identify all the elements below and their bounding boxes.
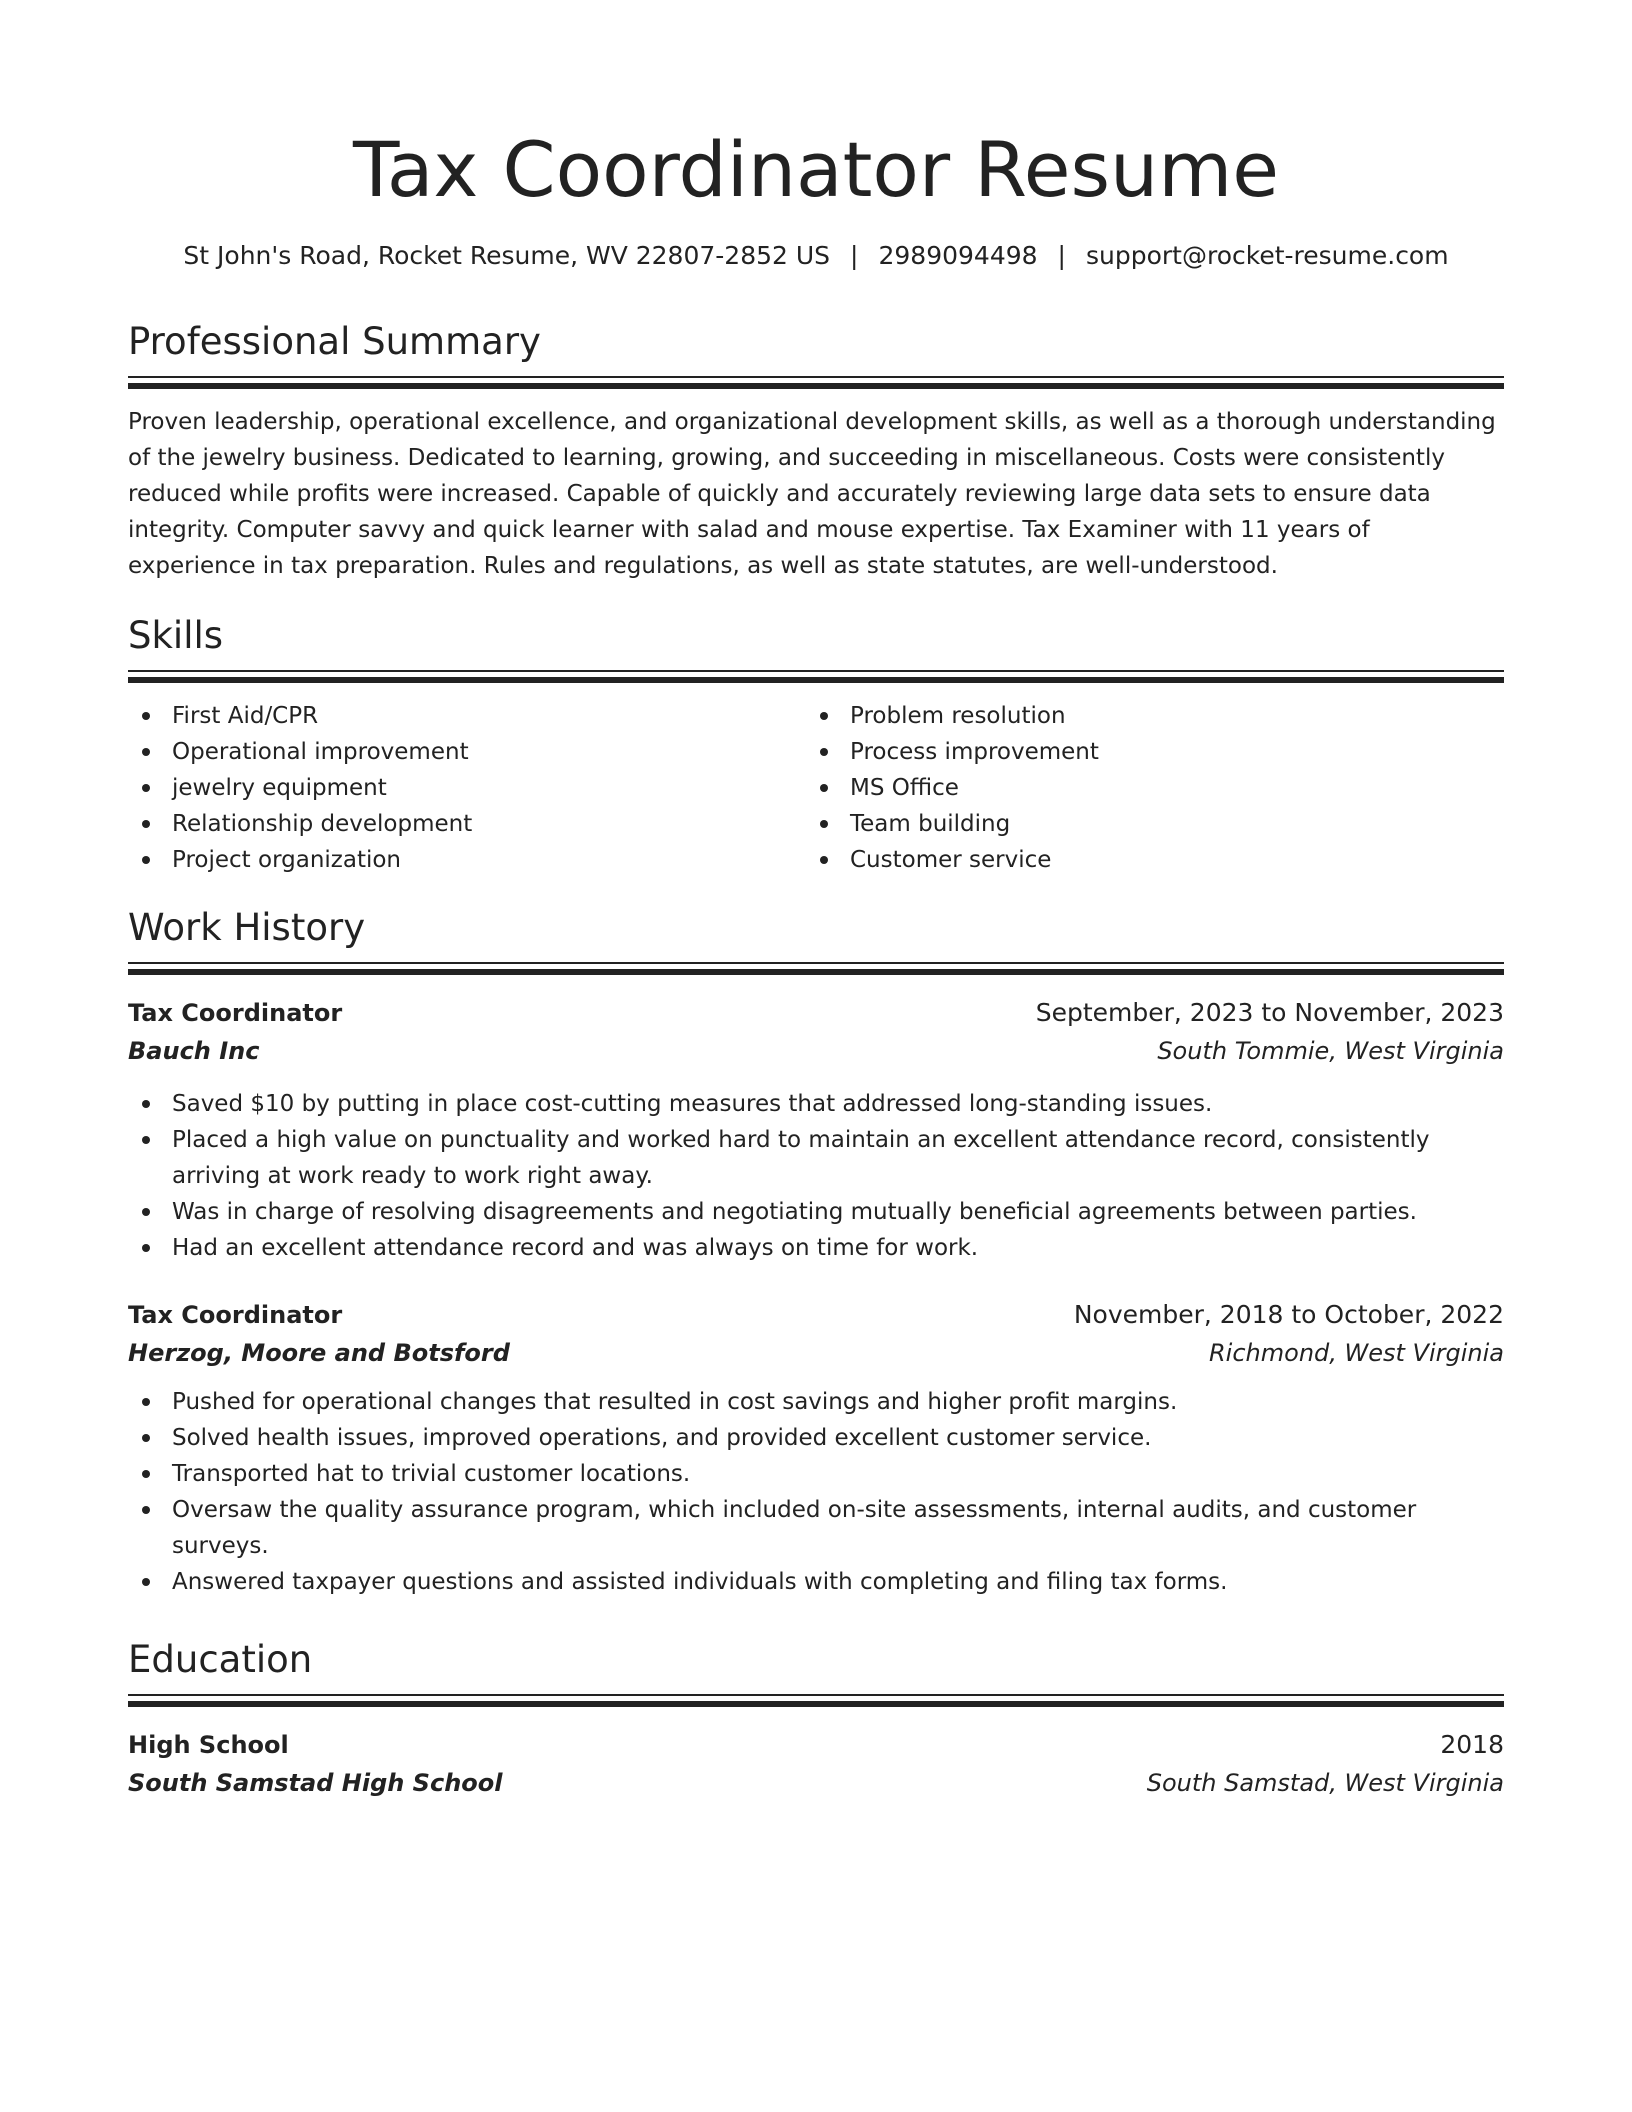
job-entry: [128, 1296, 1504, 1600]
job-location: South Tommie, West Virginia: [1157, 1037, 1504, 1065]
education-degree: High School: [128, 1731, 289, 1759]
education-school: South Samstad High School: [128, 1769, 503, 1797]
skills-heading: Skills: [128, 614, 224, 657]
job-bullets: [128, 1086, 1504, 1266]
skill-item: Project organization: [128, 842, 806, 878]
job-dates: September, 2023 to November, 2023: [1035, 998, 1504, 1027]
job-bullet: Solved health issues, improved operations, and provided excellent customer service.: [128, 1420, 1504, 1456]
summary-section: [128, 318, 1504, 584]
section-divider: [128, 1694, 1504, 1708]
job-entry: [128, 994, 1504, 1266]
job-bullet: Pushed for operational changes that resulted in cost savings and higher profit margins.: [128, 1384, 1504, 1420]
job-bullet: Placed a high value on punctuality and worked hard to maintain an excellent attendance record, consistently arriving at work ready to work right away.: [128, 1122, 1504, 1194]
contact-line: [128, 238, 1504, 274]
summary-text: Proven leadership, operational excellence, and organizational development skills, as well as a thorough understanding of the jewelry business. Dedicated to learning, growing, and succeeding in miscellaneous. Costs were consistently reduced while profits were increased. Capable of quickly and accurately reviewing large data sets to ensure data integrity. Computer savvy and quick learner with salad and mouse expertise. Tax Examiner with 11 years of experience in tax preparation. Rules and regulations, as well as state statutes, are well-understood.: [128, 409, 1496, 579]
skills-list: [128, 698, 1504, 878]
contact-separator: |: [850, 241, 859, 270]
contact-email: support@rocket-resume.com: [1085, 241, 1449, 270]
skill-item: Process improvement: [806, 734, 1504, 770]
work-section: [128, 904, 1504, 1600]
skill-item: MS Office: [806, 770, 1504, 806]
job-dates: November, 2018 to October, 2022: [1073, 1300, 1504, 1329]
skill-item: Problem resolution: [806, 698, 1504, 734]
job-bullet: Saved $10 by putting in place cost-cutting measures that addressed long-standing issues.: [128, 1086, 1504, 1122]
section-divider: [128, 962, 1504, 976]
skill-item: jewelry equipment: [128, 770, 806, 806]
skill-item: Operational improvement: [128, 734, 806, 770]
job-bullet: Oversaw the quality assurance program, which included on-site assessments, internal audits, and customer surveys.: [128, 1492, 1504, 1564]
job-title: Tax Coordinator: [128, 999, 343, 1027]
education-subheader: [128, 1764, 1504, 1802]
job-company: Bauch Inc: [128, 1037, 260, 1065]
job-bullet: Was in charge of resolving disagreements and negotiating mutually beneficial agreements between parties.: [128, 1194, 1504, 1230]
skill-item: Team building: [806, 806, 1504, 842]
page-title: Tax Coordinator Resume: [352, 125, 1280, 214]
education-entry: [128, 1726, 1504, 1802]
education-section: [128, 1636, 1504, 1802]
summary-heading: Professional Summary: [128, 320, 541, 363]
job-location: Richmond, West Virginia: [1209, 1339, 1504, 1367]
job-header: [128, 994, 1504, 1032]
job-bullet: Transported hat to trivial customer locations.: [128, 1456, 1504, 1492]
job-subheader: [128, 1334, 1504, 1372]
job-bullets: [128, 1384, 1504, 1600]
work-heading: Work History: [128, 906, 366, 949]
section-divider: [128, 376, 1504, 390]
skill-item: Customer service: [806, 842, 1504, 878]
job-subheader: [128, 1032, 1504, 1070]
education-heading: Education: [128, 1638, 313, 1681]
job-bullet: Had an excellent attendance record and was always on time for work.: [128, 1230, 1504, 1266]
section-divider: [128, 670, 1504, 684]
education-location: South Samstad, West Virginia: [1146, 1769, 1504, 1797]
education-year: 2018: [1440, 1730, 1504, 1759]
job-header: [128, 1296, 1504, 1334]
job-company: Herzog, Moore and Botsford: [128, 1339, 510, 1367]
job-title: Tax Coordinator: [128, 1301, 343, 1329]
skill-item: Relationship development: [128, 806, 806, 842]
skill-item: First Aid/CPR: [128, 698, 806, 734]
contact-address: St John's Road, Rocket Resume, WV 22807-2852 US: [183, 241, 831, 270]
skills-section: [128, 612, 1504, 878]
education-header: [128, 1726, 1504, 1764]
contact-phone: 2989094498: [878, 241, 1038, 270]
job-bullet: Answered taxpayer questions and assisted individuals with completing and filing tax forms.: [128, 1564, 1504, 1600]
contact-separator: |: [1057, 241, 1066, 270]
